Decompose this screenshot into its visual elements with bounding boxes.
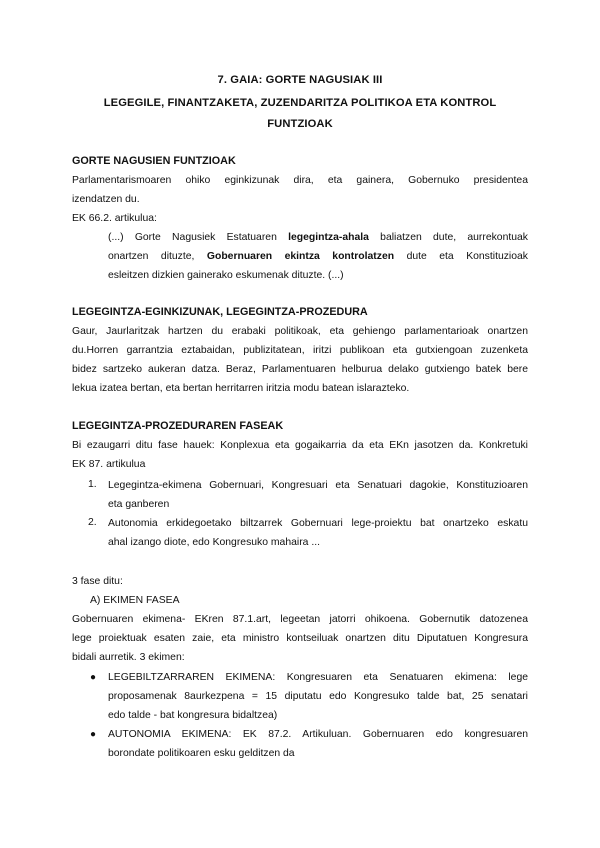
quote-line-2: onartzen dituzte, Gobernuaren ekintza kontrolatzen dute eta Konstituzioak (108, 251, 528, 262)
text-line: borondate politikoaren esku gelditzen da (108, 748, 295, 759)
quote-line-3: esleitzen dizkien gainerako eskumenak dituzte. (...) (108, 270, 344, 281)
text-line: bidez sartzeko aukeran datza. Beraz, Parlamentuaren helburua delako gutxiengo batek bere (72, 364, 528, 375)
text-line: lege proiektuak esaten zaie, eta ministro kontseiluak onartzen ditu Diputatuen Kongresura (72, 633, 528, 644)
article-quote (108, 228, 528, 285)
list-number: 1. (88, 479, 97, 490)
text-line: Gobernuaren ekimena- EKren 87.1.art, legeetan jatorri ohikoena. Gobernutik datozenea (72, 614, 528, 625)
text-line: ahal izango diote, edo Kongresuko mahaira ... (108, 537, 320, 548)
list-number: 2. (88, 517, 97, 528)
title-line-1: 7. GAIA: GORTE NAGUSIAK III (217, 74, 383, 86)
text-line: proposamenak 8aurkezpena = 15 diputatu edo Kongresuko talde bat, 25 senatari (108, 691, 528, 702)
bullet-item (108, 725, 528, 763)
section-heading-legislation: LEGEGINTZA-EGINKIZUNAK, LEGEGINTZA-PROZEDURA (72, 306, 368, 318)
paragraph-intro (72, 171, 528, 209)
text-line: Legegintza-ekimena Gobernuari, Kongresuari eta Senatuari dagokie, Konstituzioaren (108, 480, 528, 491)
phases-count: 3 fase ditu: (72, 576, 123, 587)
text-line: izendatzen du. (72, 194, 140, 205)
text-line: EK 87. artikulua (72, 459, 146, 470)
quote-line-1: (...) Gorte Nagusiek Estatuaren legegintza-ahala baliatzen dute, aurrekontuak (108, 232, 529, 243)
paragraph-phases (72, 436, 528, 474)
paragraph-legislation (72, 322, 528, 398)
bullet-icon: ● (90, 672, 97, 683)
text-line: LEGEBILTZARRAREN EKIMENA: Kongresuaren eta Senatuaren ekimena: lege (108, 672, 528, 683)
text-line: AUTONOMIA EKIMENA: EK 87.2. Artikuluan. Gobernuaren edo kongresuaren (108, 729, 528, 740)
text-line: Bi ezaugarri ditu fase hauek: Konplexua eta gogaikarria da eta EKn jasotzen da. Konkretuki (72, 440, 528, 451)
title-line-2: LEGEGILE, FINANTZAKETA, ZUZENDARITZA POLITIKOA ETA KONTROL (103, 97, 497, 109)
bullet-icon: ● (90, 729, 97, 740)
bullet-item (108, 668, 528, 725)
article-reference: EK 66.2. artikulua: (72, 213, 157, 224)
text-line: eta ganberen (108, 499, 170, 510)
text-line: Autonomia erkidegoetako biltzarrek Gobernuari lege-proiektu bat onartzeko eskatu (108, 518, 528, 529)
section-heading-phases: LEGEGINTZA-PROZEDURAREN FASEAK (72, 420, 284, 432)
text-line: du.Horren garrantzia eztabaidan, publizitatean, iritzi publikoan eta gutxiengoan zuzenketa (72, 345, 528, 356)
text-line: edo talde - bat kongresura bidaltzea) (108, 710, 278, 721)
section-heading-functions: GORTE NAGUSIEN FUNTZIOAK (72, 155, 236, 167)
text-line: lekua izatea bertan, eta bertan herritarren iritzia modu batean islarazteko. (72, 383, 410, 394)
paragraph-government-initiative (72, 610, 528, 667)
subheading-initiative: A) EKIMEN FASEA (90, 595, 180, 606)
list-item (108, 476, 528, 514)
list-item (108, 514, 528, 552)
title-line-3: FUNTZIOAK (267, 118, 333, 130)
text-line: Gaur, Jaurlaritzak hartzen du erabaki politikoak, eta gehiengo parlamentarioak onartzen (72, 326, 528, 337)
text-line: bidali aurretik. 3 ekimen: (72, 652, 185, 663)
text-line: Parlamentarismoaren ohiko eginkizunak dira, eta gainera, Gobernuko presidentea (72, 175, 528, 186)
